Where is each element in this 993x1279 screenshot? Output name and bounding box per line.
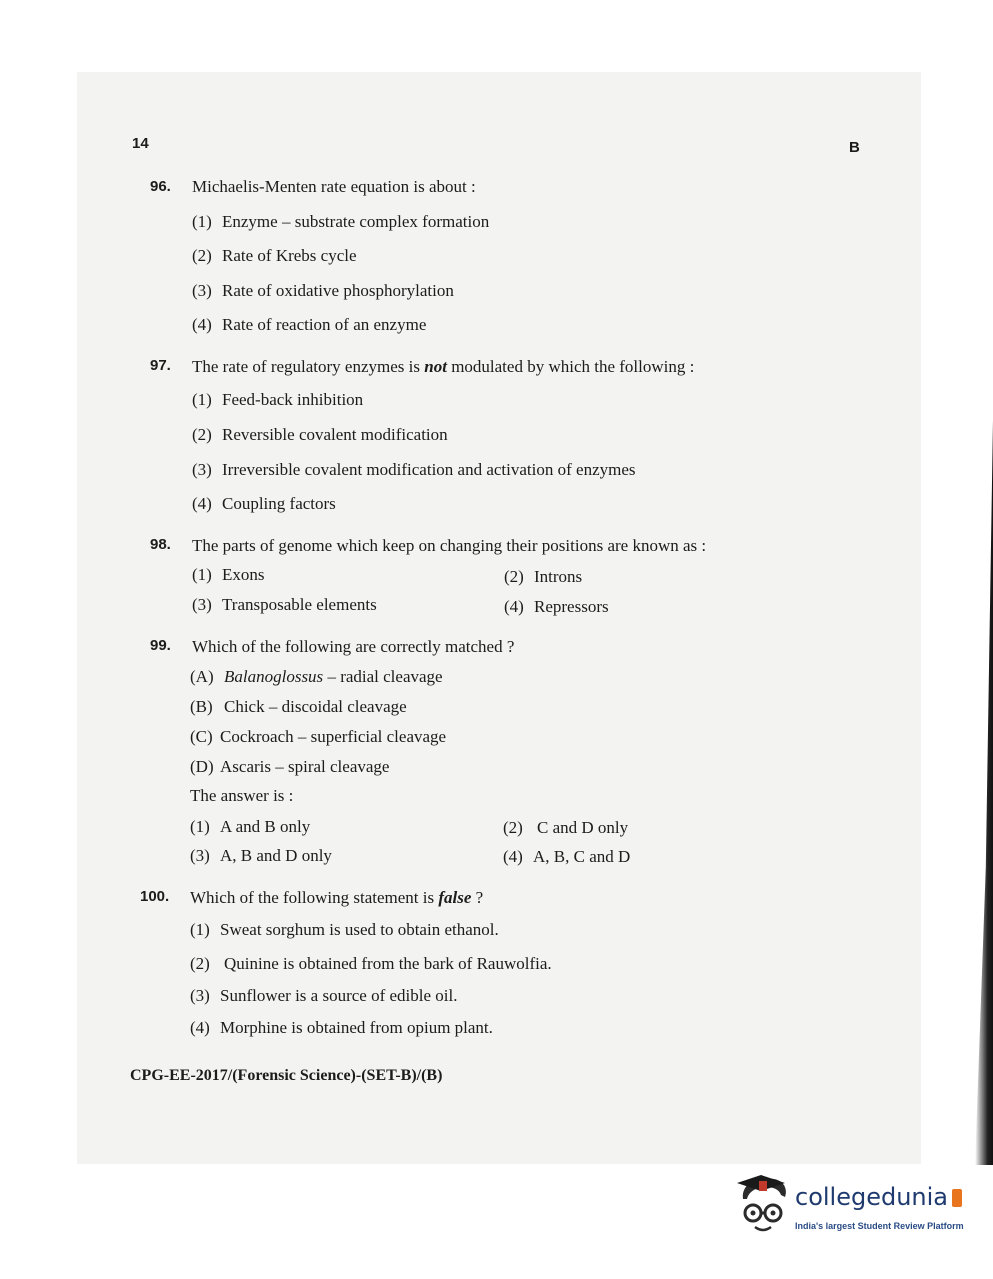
question-text [190,888,483,908]
option-number: (1) [190,817,210,836]
option [192,315,426,335]
option-number: (2) [190,954,210,973]
brand-tagline: India's largest Student Review Platform [795,1221,964,1231]
option [192,425,448,445]
option-number: (4) [504,597,524,616]
question-text [192,357,694,377]
organism-name: Balanoglossus [224,667,324,686]
match-item [190,757,389,777]
option-text: C and D only [537,818,629,837]
option [192,460,636,480]
option-text: A, B, C and D [533,847,631,866]
option-number: (1) [192,390,212,409]
option [503,847,630,867]
option [192,494,336,514]
paper-code: CPG-EE-2017/(Forensic Science)-(SET-B)/(B) [130,1067,443,1084]
option [190,1018,493,1038]
option-number: (2) [192,246,212,265]
collegedunia-logo[interactable] [735,1175,975,1245]
question-text-start: The rate of regulatory enzymes is [192,357,425,376]
option-text: Quinine is obtained from the bark of Rauwolfia. [224,954,552,973]
question-text-start: Which of the following statement is [190,888,439,907]
option-text: Exons [222,565,265,584]
option-text: A and B only [220,817,311,836]
question-number: 97. [150,357,171,374]
option-text: Introns [534,567,583,586]
option [503,818,628,838]
item-label: (B) [190,697,213,716]
option-number: (4) [190,1018,210,1037]
item-text: Chick – discoidal cleavage [224,697,407,716]
item-text: Cockroach – superficial cleavage [220,727,447,746]
option-text: Feed-back inhibition [222,390,364,409]
item-text: Ascaris – spiral cleavage [220,757,390,776]
mascot-icon [735,1175,793,1237]
option-text: Rate of reaction of an enzyme [222,315,427,334]
option-text: Morphine is obtained from opium plant. [220,1018,493,1037]
option-number: (1) [192,212,212,231]
match-item [190,727,446,747]
option-number: (3) [192,460,212,479]
question-text-emphasis: false [438,888,472,907]
page-edge-shadow [975,420,993,1165]
option [192,390,363,410]
option-number: (2) [504,567,524,586]
option [504,567,582,587]
option-text: Sunflower is a source of edible oil. [220,986,458,1005]
option-text: Coupling factors [222,494,336,513]
option-number: (1) [192,565,212,584]
option-text: Irreversible covalent modification and activation of enzymes [222,460,636,479]
question-number: 98. [150,536,171,553]
brand-name: collegedunia [795,1183,949,1211]
item-label: (C) [190,727,213,746]
option [190,817,310,837]
option-text: Enzyme – substrate complex formation [222,212,490,231]
option [192,212,489,232]
question-number: 100. [140,888,170,905]
option-text: Repressors [534,597,609,616]
option-text: Rate of Krebs cycle [222,246,357,265]
option [192,595,377,615]
option-number: (2) [503,818,523,837]
option [504,597,609,617]
option-number: (2) [192,425,212,444]
match-item [190,697,407,717]
item-label: (A) [190,667,214,686]
option-number: (3) [192,281,212,300]
question-text: Michaelis-Menten rate equation is about : [192,177,476,196]
answer-prompt: The answer is : [190,786,294,805]
option-text: Transposable elements [222,595,377,614]
option-number: (3) [192,595,212,614]
option-number: (3) [190,986,210,1005]
option [190,954,552,974]
option [190,846,332,866]
question-text: The parts of genome which keep on changing their positions are known as : [192,536,707,555]
item-label: (D) [190,757,214,776]
option-text: Sweat sorghum is used to obtain ethanol. [220,920,499,939]
option-number: (1) [190,920,210,939]
option [190,920,499,940]
question-text-emphasis: not [424,357,447,376]
page-number: 14 [132,135,149,152]
option-number: (4) [192,494,212,513]
question-number: 96. [150,178,171,195]
set-label: B [849,139,860,156]
option-number: (3) [190,846,210,865]
option-text: A, B and D only [220,846,332,865]
option-text: Reversible covalent modification [222,425,448,444]
question-text: Which of the following are correctly matched ? [192,637,515,656]
option [192,246,357,266]
option [192,565,265,585]
match-item [190,667,443,687]
question-text-end: modulated by which the following : [446,357,695,376]
question-text-end: ? [471,888,484,907]
option-number: (4) [192,315,212,334]
option-text: Rate of oxidative phosphorylation [222,281,454,300]
option-number: (4) [503,847,523,866]
question-number: 99. [150,637,171,654]
item-text: – radial cleavage [323,667,443,686]
option [190,986,457,1006]
option [192,281,454,301]
brand-domain-badge [952,1189,962,1207]
